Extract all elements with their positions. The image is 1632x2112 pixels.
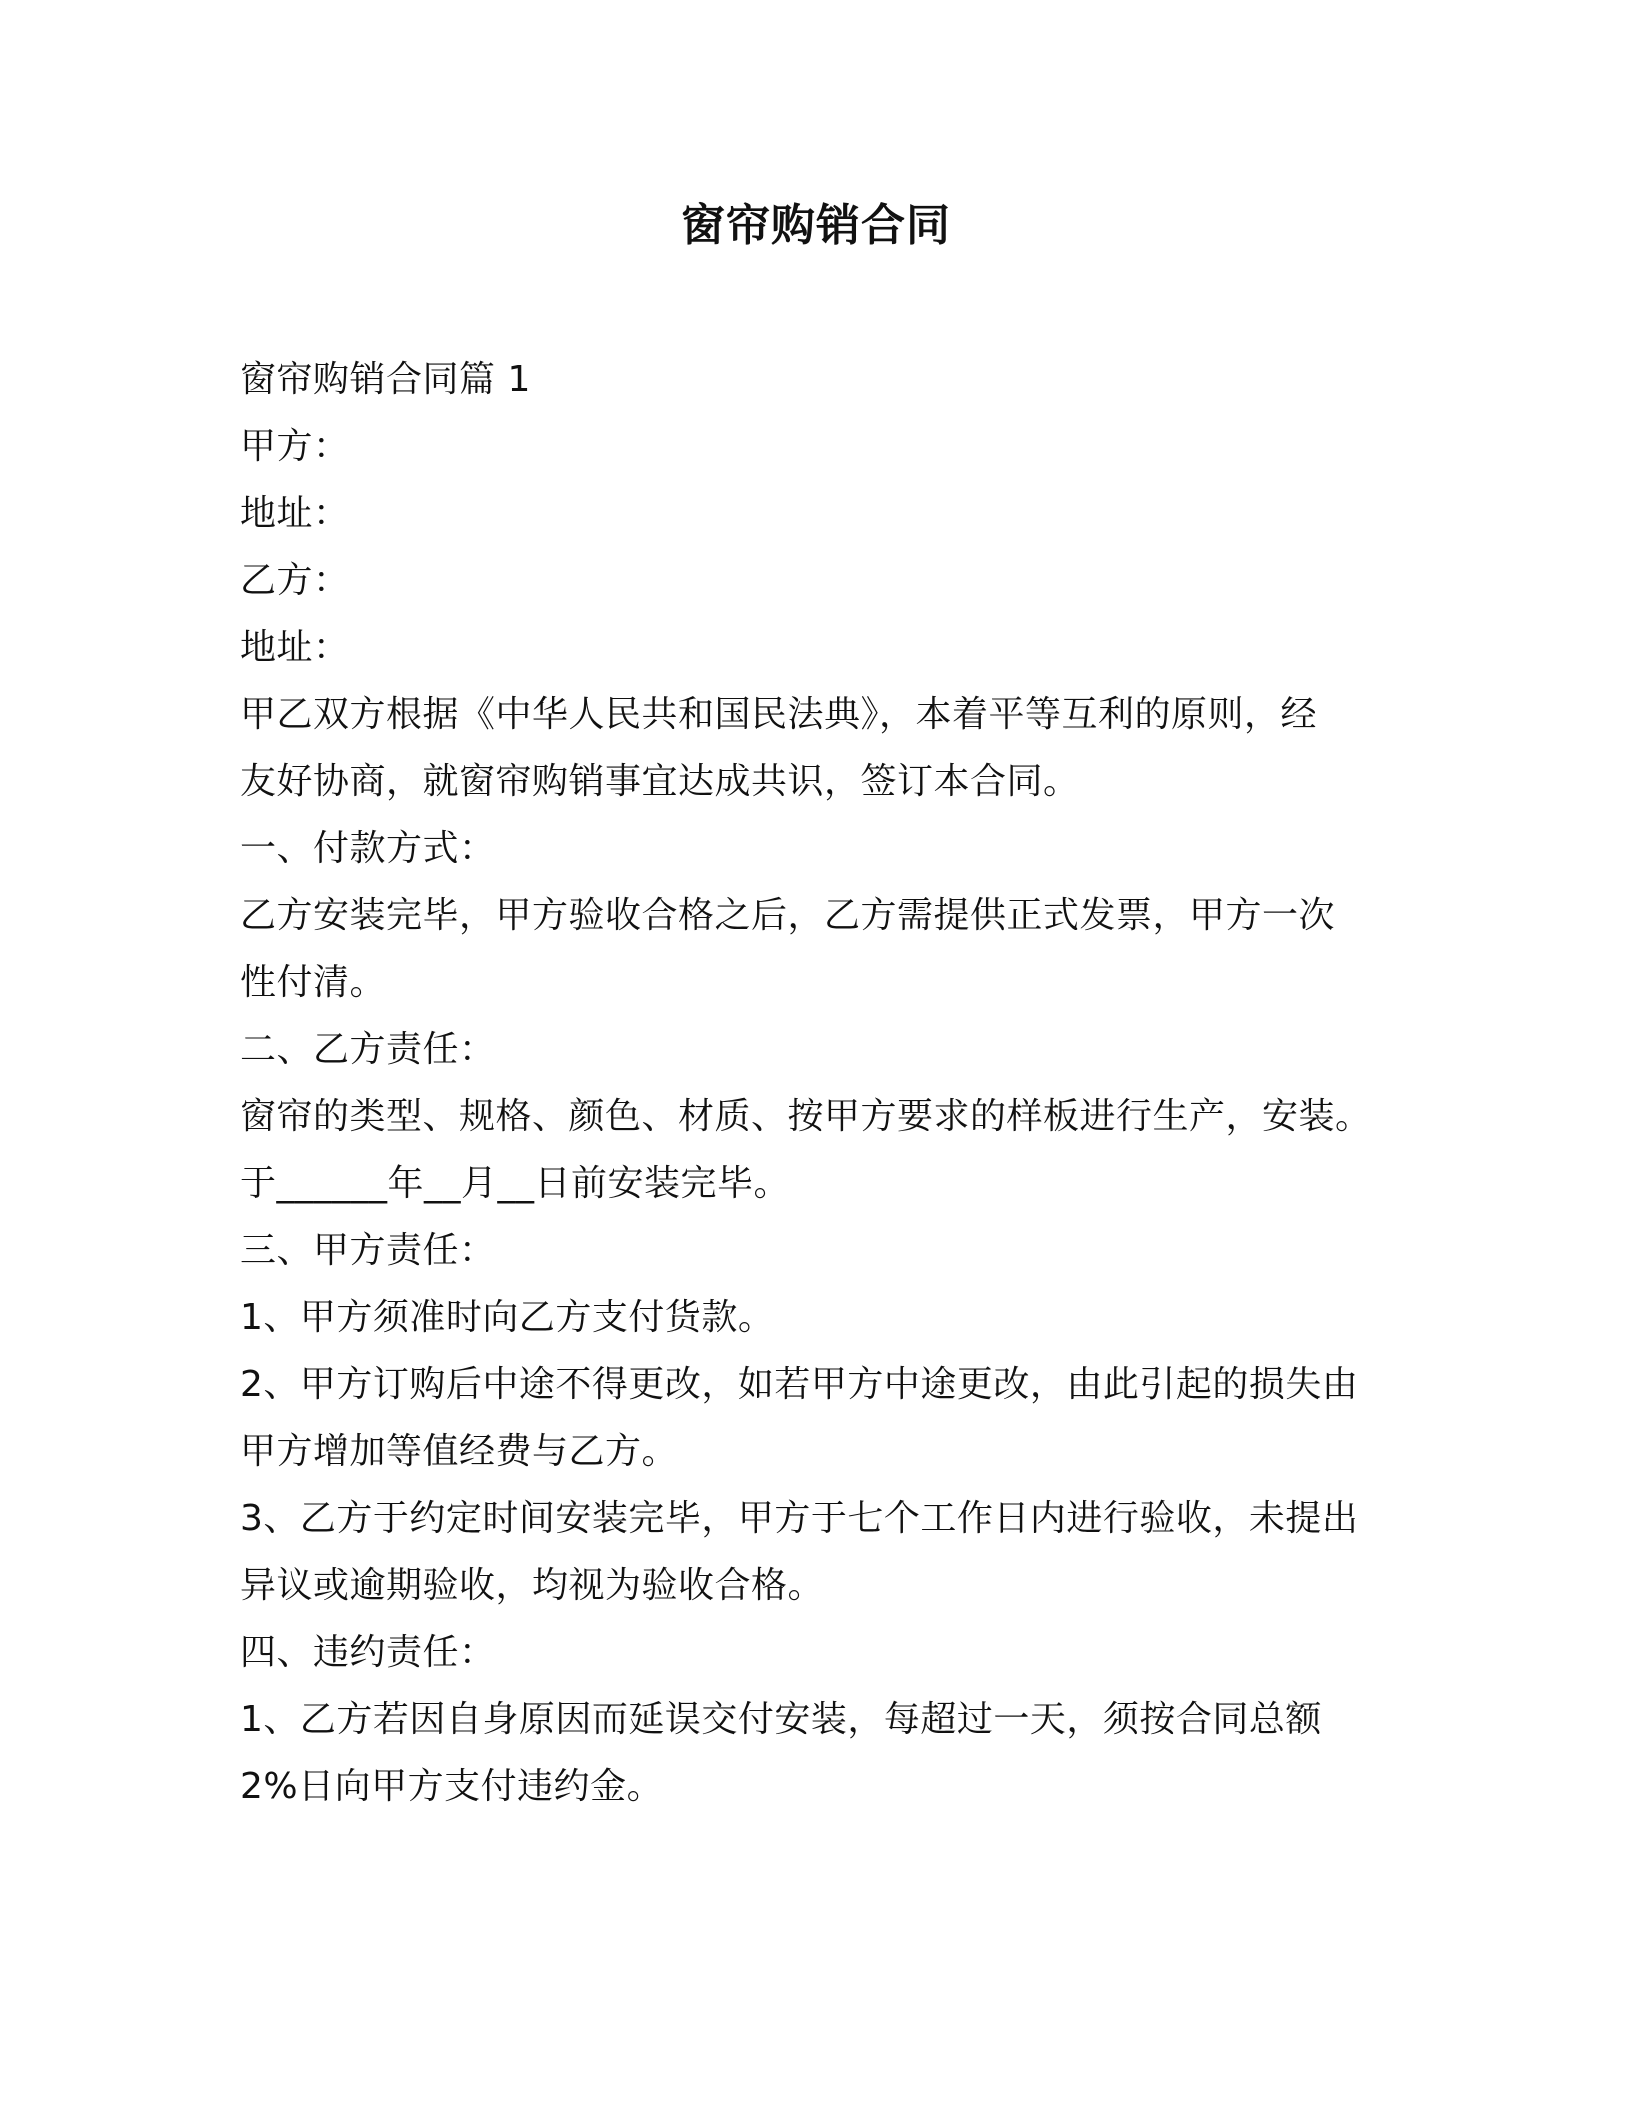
party-b-duty-line: 窗帘的类型、规格、颜色、材质、按甲方要求的样板进行生产，安装。 bbox=[240, 1096, 1372, 1137]
section-subtitle: 窗帘购销合同篇 1 bbox=[240, 359, 531, 400]
preamble-line: 友好协商，就窗帘购销事宜达成共识，签订本合同。 bbox=[240, 761, 1080, 802]
breach-text-line: 1、乙方若因自身原因而延误交付安装，每超过一天，须按合同总额 bbox=[240, 1699, 1322, 1740]
party-a-label: 甲方： bbox=[240, 426, 350, 467]
document-body bbox=[240, 346, 1390, 1820]
party-b-duty-line: 于______年__月__日前安装完毕。 bbox=[240, 1163, 791, 1204]
party-a-duty-line: 1、甲方须准时向乙方支付货款。 bbox=[240, 1297, 775, 1338]
party-a-duty-line: 异议或逾期验收，均视为验收合格。 bbox=[240, 1565, 825, 1606]
clause-heading-party-a: 三、甲方责任： bbox=[240, 1230, 496, 1271]
party-a-address-label: 地址： bbox=[240, 493, 350, 534]
payment-text-line: 性付清。 bbox=[240, 962, 387, 1003]
party-a-duty-line: 甲方增加等值经费与乙方。 bbox=[240, 1431, 679, 1472]
party-a-duty-line: 3、乙方于约定时间安装完毕，甲方于七个工作日内进行验收，未提出 bbox=[240, 1498, 1359, 1539]
breach-text-line: 2%日向甲方支付违约金。 bbox=[240, 1766, 664, 1807]
clause-heading-breach: 四、违约责任： bbox=[240, 1632, 496, 1673]
party-b-address-label: 地址： bbox=[240, 627, 350, 668]
clause-heading-party-b: 二、乙方责任： bbox=[240, 1029, 496, 1070]
party-b-label: 乙方： bbox=[240, 560, 350, 601]
document-title: 窗帘购销合同 bbox=[681, 200, 951, 251]
party-a-duty-line: 2、甲方订购后中途不得更改，如若甲方中途更改，由此引起的损失由 bbox=[240, 1364, 1359, 1405]
clause-heading-payment: 一、付款方式： bbox=[240, 828, 496, 869]
payment-text-line: 乙方安装完毕，甲方验收合格之后，乙方需提供正式发票，甲方一次 bbox=[240, 895, 1336, 936]
preamble-line: 甲乙双方根据《中华人民共和国民法典》，本着平等互利的原则，经 bbox=[240, 694, 1318, 735]
